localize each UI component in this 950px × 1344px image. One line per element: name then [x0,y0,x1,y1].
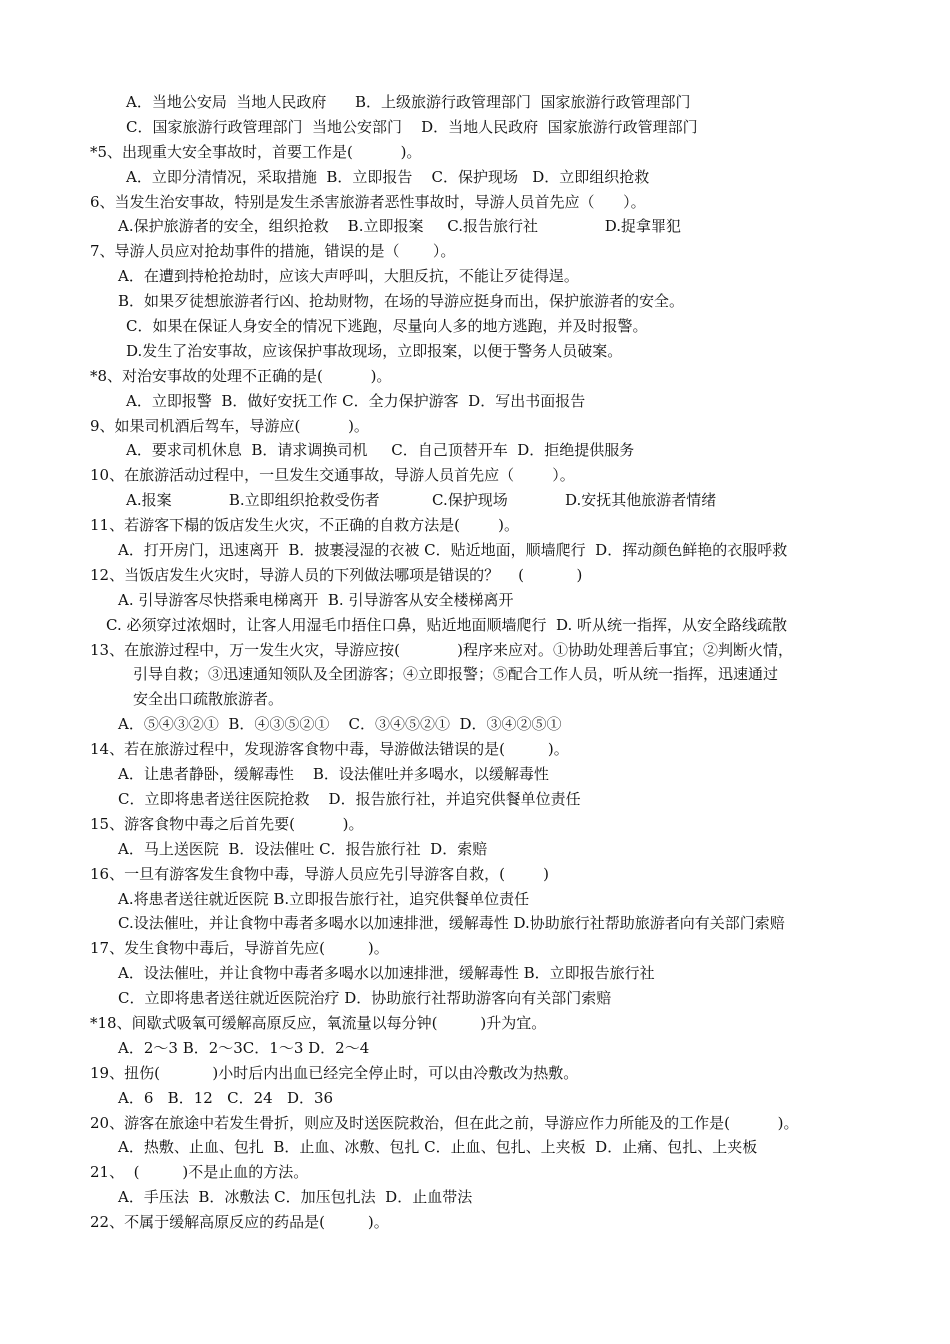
text-line: A．要求司机休息 B．请求调换司机 C．自己顶替开车 D．拒绝提供服务 [126,441,635,460]
text-line: 16、一旦有游客发生食物中毒，导游人员应先引导游客自救，( ) [90,864,549,883]
text-line: A. 引导游客尽快搭乘电梯离开 B. 引导游客从安全楼梯离开 [118,590,514,609]
text-line: A．6 B．12 C．24 D．36 [118,1088,334,1107]
text-line: A．打开房门，迅速离开 B．披裹浸湿的衣被 C．贴近地面，顺墙爬行 D．挥动颜色鲜艳的衣服呼救 [118,541,788,560]
text-line: 11、若游客下榻的饭店发生火灾，不正确的自救方法是( )。 [90,516,519,535]
text-line: 安全出口疏散旅游者。 [133,690,284,709]
text-line: *5、出现重大安全事故时，首要工作是( )。 [90,142,422,161]
text-line: C．立即将患者送往就近医院治疗 D．协助旅行社帮助游客向有关部门索赔 [118,989,612,1008]
text-line: 15、游客食物中毒之后首先要( )。 [90,814,364,833]
text-line: 12、当饭店发生火灾时，导游人员的下列做法哪项是错误的？ ( ) [90,565,583,584]
document-page [0,90,950,1235]
text-line: A．⑤④③②① B．④③⑤②① C．③④⑤②① D．③④②⑤① [118,715,562,734]
text-line: A.报案 B.立即组织抢救受伤者 C.保护现场 D.安抚其他旅游者情绪 [126,491,717,510]
text-line: 6、当发生治安事故，特别是发生杀害旅游者恶性事故时，导游人员首先应（ ）。 [90,192,646,211]
text-line: C．立即将患者送往医院抢救 D．报告旅行社，并追究供餐单位责任 [118,789,581,808]
text-line: 13、在旅游过程中，万一发生火灾，导游应按( )程序来应对。①协助处理善后事宜；②判断火情， [90,640,794,659]
text-line: 22、不属于缓解高原反应的药品是( )。 [90,1213,389,1232]
text-line: A.将患者送往就近医院 B.立即报告旅行社，追究供餐单位责任 [118,889,530,908]
text-line: 19、扭伤( )小时后内出血已经完全停止时，可以由冷敷改为热敷。 [90,1063,579,1082]
text-line: A．设法催吐，并让食物中毒者多喝水以加速排泄，缓解毒性 B．立即报告旅行社 [118,964,655,983]
text-line: 10、在旅游活动过程中，一旦发生交通事故，导游人员首先应（ ）。 [90,466,575,485]
text-line: A．让患者静卧，缓解毒性 B．设法催吐并多喝水，以缓解毒性 [118,765,549,784]
text-line: A．立即报警 B．做好安抚工作 C．全力保护游客 D．写出书面报告 [126,391,586,410]
text-line: A．马上送医院 B．设法催吐 C．报告旅行社 D．索赔 [118,839,488,858]
text-line: A．在遭到持枪抢劫时，应该大声呼叫，大胆反抗，不能让歹徒得逞。 [118,267,579,286]
text-line: *18、间歇式吸氧可缓解高原反应，氧流量以每分钟( )升为宜。 [90,1013,547,1032]
text-line: A．2～3 B．2～3C．1～3 D．2～4 [118,1038,370,1057]
text-line: A.保护旅游者的安全，组织抢救 B.立即报案 C.报告旅行社 D.捉拿罪犯 [118,217,682,236]
text-line: C．如果在保证人身安全的情况下逃跑，尽量向人多的地方逃跑，并及时报警。 [126,317,648,336]
text-line: *8、对治安事故的处理不正确的是( )。 [90,366,392,385]
text-line: 21、 ( )不是止血的方法。 [90,1163,309,1182]
text-line: D.发生了治安事故，应该保护事故现场，立即报案，以便于警务人员破案。 [126,341,623,360]
text-line: B．如果歹徒想旅游者行凶、抢劫财物，在场的导游应挺身而出，保护旅游者的安全。 [118,292,685,311]
text-line: 7、导游人员应对抢劫事件的措施，错误的是（ ）。 [90,242,456,261]
text-line: 引导自救；③迅速通知领队及全团游客；④立即报警；⑤配合工作人员，听从统一指挥，迅速通过 [133,665,779,684]
text-line: C.设法催吐，并让食物中毒者多喝水以加速排泄，缓解毒性 D.协助旅行社帮助旅游者向有关部门索赔 [118,914,785,933]
text-line: 14、若在旅游过程中，发现游客食物中毒，导游做法错误的是( )。 [90,740,569,759]
text-line: A．热敷、止血、包扎 B．止血、冰敷、包扎 C．止血、包扎、上夹板 D．止痛、包扎、上夹板 [118,1138,758,1157]
text-line: C. 必须穿过浓烟时，让客人用湿毛巾捂住口鼻，贴近地面顺墙爬行 D. 听从统一指挥，从安全路线疏散 [106,615,788,634]
text-line: A．当地公安局 当地人民政府 B．上级旅游行政管理部门 国家旅游行政管理部门 [126,93,691,111]
text-line: 17、发生食物中毒后，导游首先应( )。 [90,939,389,958]
text-line: 20、游客在旅途中若发生骨折，则应及时送医院救治，但在此之前，导游应作力所能及的工作是( )。 [90,1113,799,1132]
text-line: A．立即分清情况，采取措施 B．立即报告 C．保护现场 D．立即组织抢救 [126,167,650,186]
text-line: C．国家旅游行政管理部门 当地公安部门 D．当地人民政府 国家旅游行政管理部门 [126,117,698,136]
text-line: A．手压法 B．冰敷法 C．加压包扎法 D．止血带法 [118,1188,473,1207]
text-line: 9、如果司机酒后驾车，导游应( )。 [90,416,369,435]
